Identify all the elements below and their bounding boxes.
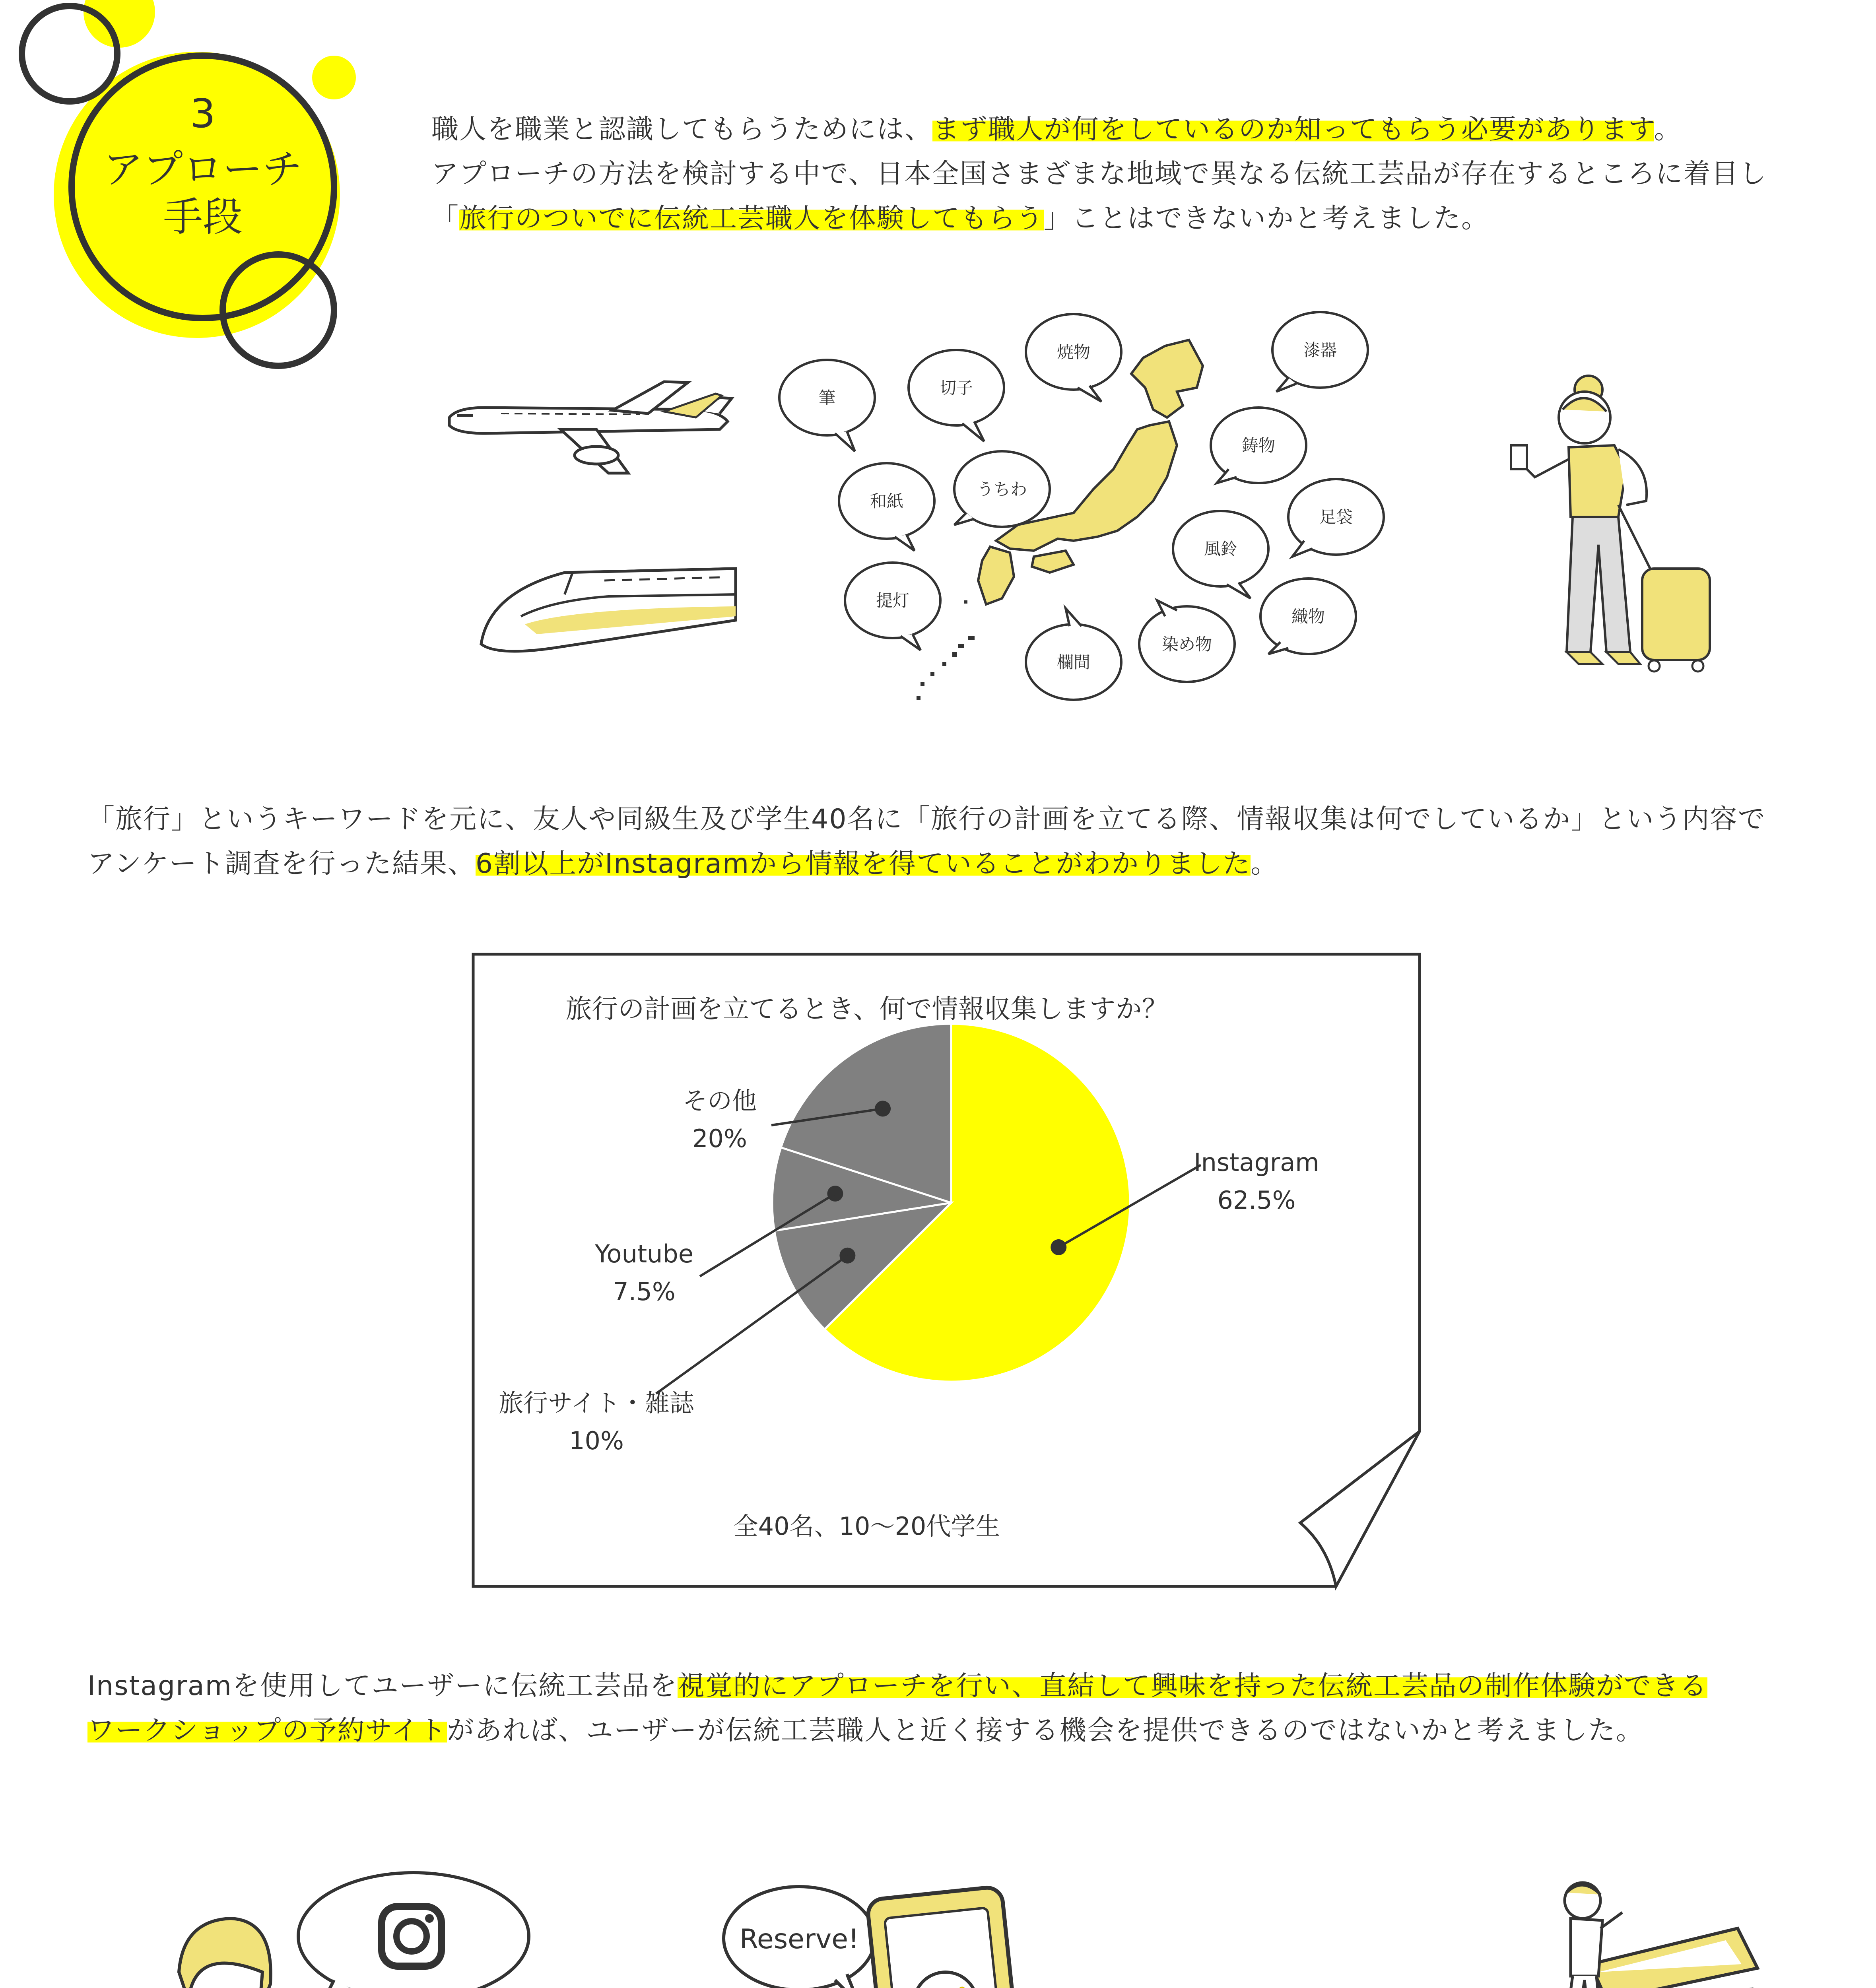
badge-deco-dot	[312, 56, 356, 99]
pie-label: Youtube	[595, 1239, 693, 1268]
badge-title-line2: 手段	[163, 194, 243, 240]
badge-ring-small	[22, 6, 117, 101]
survey-line-2: アンケート調査を行った結果、6割以上がInstagramから情報を得ていることがわかりました。	[87, 848, 1279, 879]
svg-text:欄間: 欄間	[1056, 652, 1091, 672]
craft-bubble	[839, 463, 934, 551]
pie-value-label: 62.5%	[1217, 1186, 1296, 1215]
svg-text:織物: 織物	[1291, 607, 1325, 626]
craft-bubble	[1272, 312, 1368, 392]
section-badge	[0, 0, 358, 398]
pie-value-label: 7.5%	[613, 1277, 676, 1306]
intro-highlight-1: まず職人が何をしているのか知ってもらう必要があります	[932, 114, 1654, 145]
craft-bubble	[845, 563, 940, 650]
chart-note: 全40名、10〜20代学生	[733, 1512, 1000, 1541]
badge-number: 3	[190, 90, 216, 137]
survey-line-1: 「旅行」というキーワードを元に、友人や同級生及び学生40名に「旅行の計画を立てる際、情報収集は何でしているか」という内容で	[87, 804, 1766, 835]
intro-line-1: 職人を職業と認識してもらうためには、まず職人が何をしているのか知ってもらう必要があります。	[431, 114, 1682, 145]
svg-text:染め物: 染め物	[1161, 635, 1212, 654]
pie-label: その他	[682, 1086, 757, 1115]
idea-line-1: Instagramを使用してユーザーに伝統工芸品を視覚的にアプローチを行い、直結して興味を持った伝統工芸品の制作体験ができる	[87, 1670, 1707, 1702]
craft-bubble	[954, 451, 1050, 527]
airplane-illustration	[441, 374, 744, 493]
svg-text:焼物: 焼物	[1056, 342, 1091, 362]
survey-highlight: 6割以上がInstagramから情報を得ていることがわかりました	[475, 848, 1251, 879]
intro-highlight-2: 旅行のついでに伝統工芸職人を体験してもらう	[459, 203, 1044, 234]
svg-text:提灯: 提灯	[876, 591, 910, 610]
survey-paragraph	[87, 797, 1766, 886]
pie-value-label: 20%	[692, 1124, 747, 1153]
badge-title-line1: アプローチ	[103, 146, 302, 192]
craft-bubble	[1139, 600, 1235, 682]
chart-title: 旅行の計画を立てるとき、何で情報収集しますか？	[565, 994, 1168, 1024]
intro-paragraph	[431, 107, 1767, 241]
craft-bubble	[1288, 479, 1384, 557]
reserve-bubble-text: Reserve!	[739, 1924, 859, 1955]
map-kyushu	[978, 547, 1014, 604]
craft-bubble	[909, 350, 1004, 441]
japan-crafts-map	[755, 302, 1431, 720]
traveler-illustration	[1499, 374, 1738, 704]
svg-text:和紙: 和紙	[870, 491, 904, 511]
map-hokkaido	[1131, 340, 1203, 417]
svg-text:風鈴: 風鈴	[1204, 539, 1238, 559]
step3-illustration	[1503, 1877, 1829, 1988]
craft-bubble	[779, 360, 875, 451]
idea-highlight-1: 視覚的にアプローチを行い、直結して興味を持った伝統工芸品の制作体験ができる	[677, 1670, 1707, 1702]
badge-deco-circle	[84, 0, 155, 48]
pie-value-label: 10%	[569, 1426, 624, 1455]
bullet-train-illustration	[473, 557, 744, 660]
intro-line-3: 「旅行のついでに伝統工芸職人を体験してもらう」ことはできないかと考えました。	[431, 203, 1490, 234]
idea-highlight-2: ワークショップの予約サイト	[87, 1715, 447, 1746]
idea-paragraph	[87, 1664, 1707, 1753]
craft-bubble	[1260, 579, 1356, 654]
svg-text:鋳物: 鋳物	[1241, 436, 1276, 455]
intro-line-2: アプローチの方法を検討する中で、日本全国さまざまな地域で異なる伝統工芸品が存在するところに着目し	[431, 158, 1767, 190]
svg-text:漆器: 漆器	[1303, 340, 1337, 360]
map-shikoku	[1032, 551, 1074, 573]
svg-text:切子: 切子	[939, 378, 973, 398]
survey-chart-card	[469, 950, 1424, 1594]
craft-bubble	[1026, 608, 1121, 700]
svg-text:筆: 筆	[818, 388, 836, 408]
pie-label: 旅行サイト・雑誌	[499, 1388, 694, 1417]
svg-text:うちわ: うちわ	[977, 480, 1027, 499]
pie-chart	[772, 1024, 1130, 1382]
craft-bubble	[1211, 408, 1306, 483]
pie-label: Instagram	[1194, 1148, 1319, 1177]
craft-bubble	[1173, 511, 1268, 598]
craft-bubble	[1026, 314, 1121, 402]
step1-illustration	[111, 1869, 557, 1988]
svg-text:足袋: 足袋	[1319, 507, 1353, 527]
step2-illustration	[716, 1869, 1137, 1988]
idea-line-2: ワークショップの予約サイトがあれば、ユーザーが伝統工芸職人と近く接する機会を提供できるのではないかと考えました。	[87, 1715, 1644, 1746]
